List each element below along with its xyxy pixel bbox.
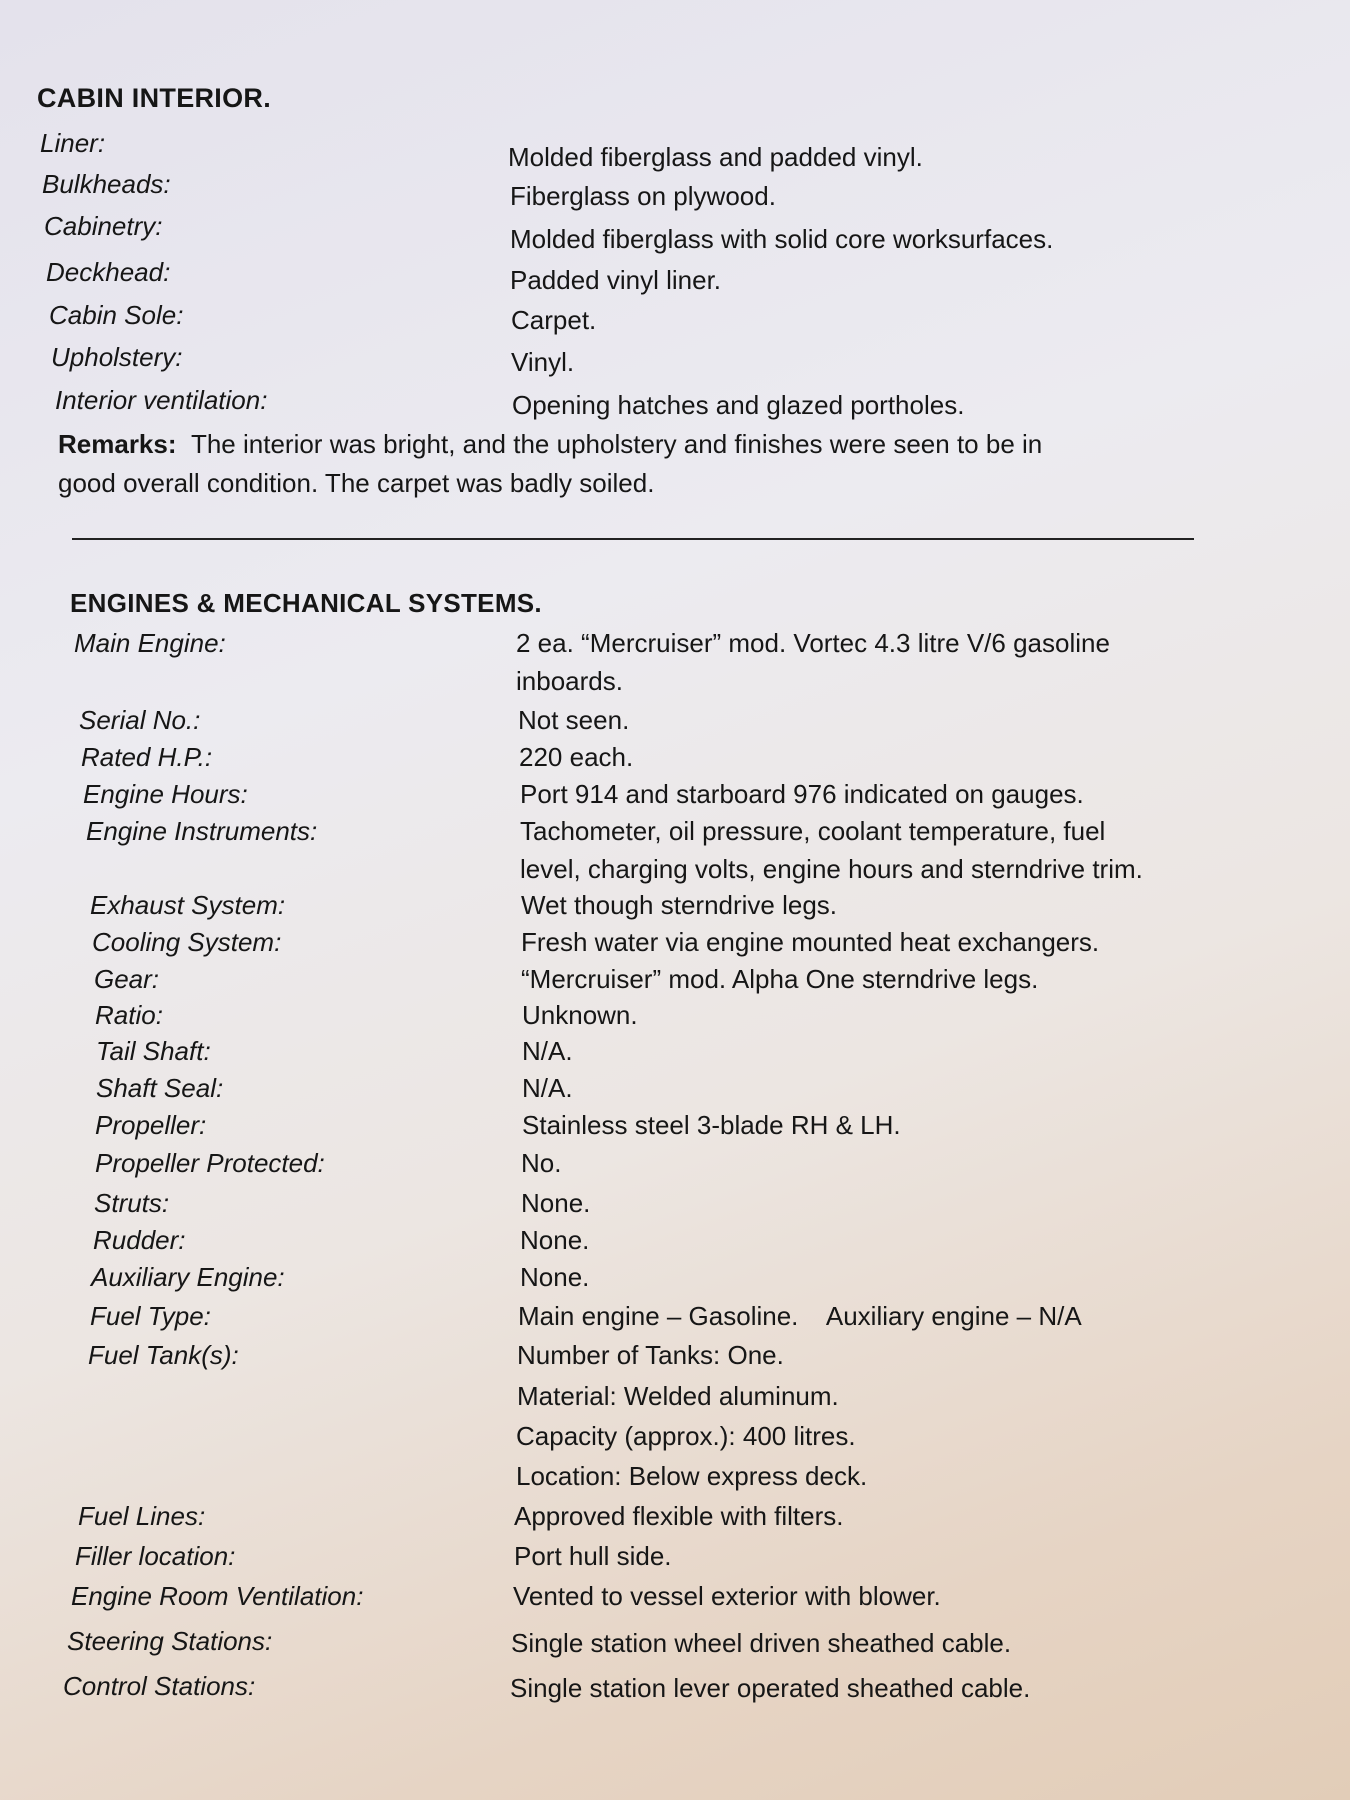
- row-label: Tail Shaft:: [96, 1036, 211, 1066]
- row-value: Wet though sterndrive legs.: [521, 890, 838, 920]
- row-value: Vinyl.: [511, 347, 575, 377]
- row-value: Molded fiberglass with solid core worksurfaces.: [510, 224, 1054, 254]
- row-label: Cabinetry:: [44, 211, 163, 241]
- row-label: Main Engine:: [74, 628, 226, 658]
- row-value: Stainless steel 3-blade RH & LH.: [522, 1110, 901, 1140]
- row-value: Location: Below express deck.: [516, 1461, 868, 1491]
- row-value: Fiberglass on plywood.: [510, 181, 776, 211]
- row-value: Tachometer, oil pressure, coolant temperature, fuel: [520, 816, 1106, 846]
- row-label: Filler location:: [75, 1541, 236, 1571]
- row-label: Cooling System:: [92, 927, 282, 957]
- row-label: Upholstery:: [51, 342, 183, 372]
- row-value: None.: [520, 1225, 590, 1255]
- row-value: Approved flexible with filters.: [514, 1501, 844, 1531]
- row-value: Not seen.: [518, 705, 630, 735]
- row-value: Padded vinyl liner.: [510, 265, 722, 295]
- row-label: Propeller Protected:: [95, 1148, 325, 1178]
- row-value: N/A.: [522, 1073, 573, 1103]
- row-value: Vented to vessel exterior with blower.: [513, 1581, 941, 1611]
- row-label: Engine Instruments:: [86, 816, 318, 846]
- row-value: Single station lever operated sheathed cable.: [510, 1673, 1031, 1703]
- row-label: Serial No.:: [79, 705, 201, 735]
- row-label: Steering Stations:: [67, 1626, 273, 1656]
- row-value: Material: Welded aluminum.: [517, 1381, 839, 1411]
- row-label: Fuel Lines:: [78, 1501, 206, 1531]
- row-value: 2 ea. “Mercruiser” mod. Vortec 4.3 litre V/6 gasoline: [516, 628, 1110, 658]
- row-value: Single station wheel driven sheathed cable.: [511, 1628, 1012, 1658]
- row-value: Capacity (approx.): 400 litres.: [516, 1421, 856, 1451]
- cabin-section-title: CABIN INTERIOR.: [37, 83, 271, 113]
- row-value: Number of Tanks: One.: [517, 1340, 784, 1370]
- row-label: Engine Hours:: [83, 779, 248, 809]
- row-label: Ratio:: [95, 1000, 163, 1030]
- row-label: Propeller:: [95, 1110, 207, 1140]
- engines-section-title: ENGINES & MECHANICAL SYSTEMS.: [70, 588, 542, 618]
- row-value: Molded fiberglass and padded vinyl.: [508, 142, 923, 172]
- row-label: Fuel Type:: [90, 1301, 211, 1331]
- row-label: Struts:: [94, 1188, 170, 1218]
- section-divider: [72, 538, 1194, 540]
- row-label: Rudder:: [93, 1225, 186, 1255]
- row-value: 220 each.: [519, 742, 634, 772]
- row-label: Interior ventilation:: [55, 385, 268, 415]
- row-label: Engine Room Ventilation:: [71, 1581, 364, 1611]
- cabin-remarks: [58, 425, 1218, 503]
- row-value: No.: [521, 1148, 562, 1178]
- row-label: Fuel Tank(s):: [88, 1340, 239, 1370]
- row-label: Gear:: [94, 964, 160, 994]
- remarks-text-line1: The interior was bright, and the upholstery and finishes were seen to be in: [190, 429, 1043, 459]
- row-label: Shaft Seal:: [96, 1073, 224, 1103]
- row-value: Main engine – Gasoline. Auxiliary engine – N/A: [518, 1301, 1082, 1331]
- row-value: None.: [520, 1262, 590, 1292]
- row-label: Exhaust System:: [90, 890, 286, 920]
- row-value: “Mercruiser” mod. Alpha One sterndrive legs.: [521, 964, 1039, 994]
- row-value: Carpet.: [511, 305, 597, 335]
- row-label: Bulkheads:: [42, 169, 171, 199]
- row-label: Rated H.P.:: [81, 742, 213, 772]
- remarks-label: Remarks:: [58, 429, 177, 459]
- row-value: None.: [521, 1188, 591, 1218]
- row-label: Cabin Sole:: [49, 300, 184, 330]
- row-value: N/A.: [522, 1036, 573, 1066]
- row-value: Fresh water via engine mounted heat exchangers.: [521, 927, 1100, 957]
- row-label: Deckhead:: [46, 257, 171, 287]
- row-value-continued: level, charging volts, engine hours and sterndrive trim.: [520, 854, 1143, 884]
- row-value: Port hull side.: [514, 1541, 672, 1571]
- row-value: Opening hatches and glazed portholes.: [512, 390, 965, 420]
- row-value-continued: inboards.: [516, 666, 623, 696]
- row-label: Liner:: [40, 128, 106, 158]
- remarks-text-line2: good overall condition. The carpet was badly soiled.: [58, 468, 655, 498]
- row-label: Control Stations:: [63, 1671, 256, 1701]
- row-label: Auxiliary Engine:: [91, 1262, 285, 1292]
- row-value: Port 914 and starboard 976 indicated on gauges.: [520, 779, 1084, 809]
- row-value: Unknown.: [522, 1000, 638, 1030]
